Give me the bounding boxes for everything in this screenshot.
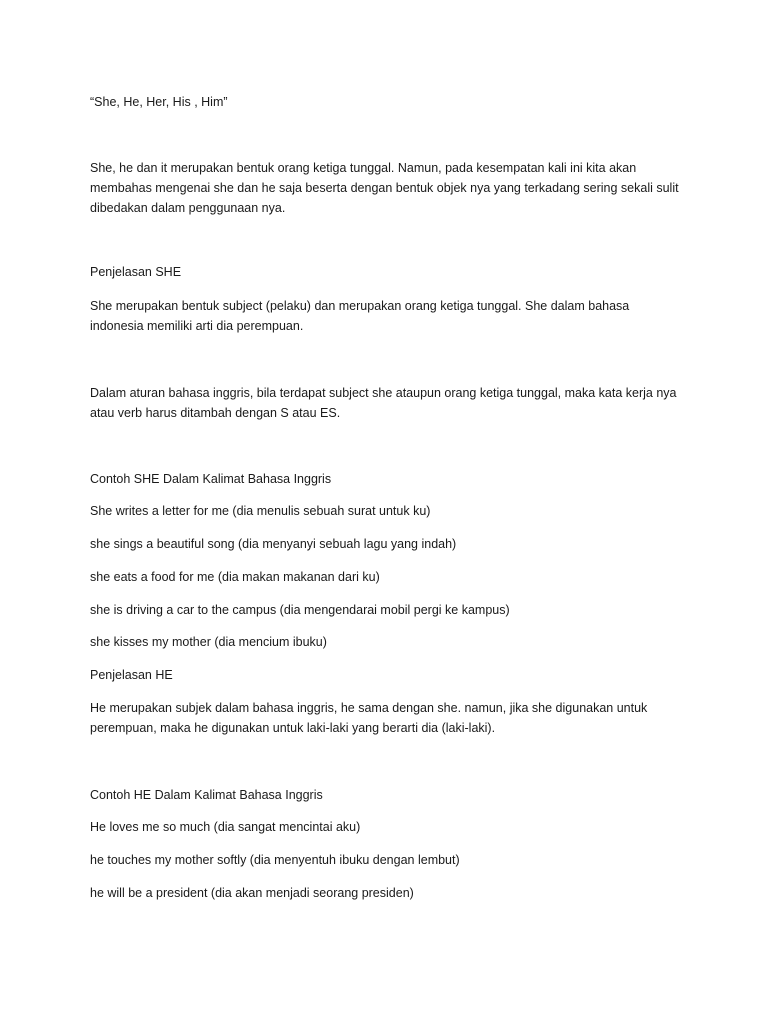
he-heading: Penjelasan HE [90,668,173,682]
he-example: He loves me so much (dia sangat mencintai aku) [90,820,361,834]
intro-paragraph: She, he dan it merupakan bentuk orang ketiga tunggal. Namun, pada kesempatan kali ini kita akan membahas mengenai she dan he saja beserta dengan bentuk objek nya yang terkadang sering sekali sulit dibedakan dalam penggunaan nya. [90,161,679,215]
he-examples-heading: Contoh HE Dalam Kalimat Bahasa Inggris [90,788,323,802]
she-example: she eats a food for me (dia makan makanan dari ku) [90,570,380,584]
she-explanation: She merupakan bentuk subject (pelaku) dan merupakan orang ketiga tunggal. She dalam bahasa indonesia memiliki arti dia perempuan. [90,299,630,333]
she-rule-paragraph: Dalam aturan bahasa inggris, bila terdapat subject she ataupun orang ketiga tunggal, maka kata kerja nya atau verb harus ditambah dengan S atau ES. [90,386,677,420]
she-example: She writes a letter for me (dia menulis sebuah surat untuk ku) [90,504,431,518]
document-title: “She, He, Her, His , Him” [90,95,228,109]
she-examples-heading: Contoh SHE Dalam Kalimat Bahasa Inggris [90,472,332,486]
she-example: she sings a beautiful song (dia menyanyi sebuah lagu yang indah) [90,537,457,551]
she-example: she is driving a car to the campus (dia mengendarai mobil pergi ke kampus) [90,603,510,617]
he-example: he touches my mother softly (dia menyentuh ibuku dengan lembut) [90,853,460,867]
she-heading: Penjelasan SHE [90,265,182,279]
he-explanation: He merupakan subjek dalam bahasa inggris, he sama dengan she. namun, jika she digunakan untuk perempuan, maka he digunakan untuk laki-laki yang berarti dia (laki-laki). [90,701,648,735]
he-example: he will be a president (dia akan menjadi seorang presiden) [90,886,414,900]
document-page [90,0,690,1024]
she-example: she kisses my mother (dia mencium ibuku) [90,635,327,649]
